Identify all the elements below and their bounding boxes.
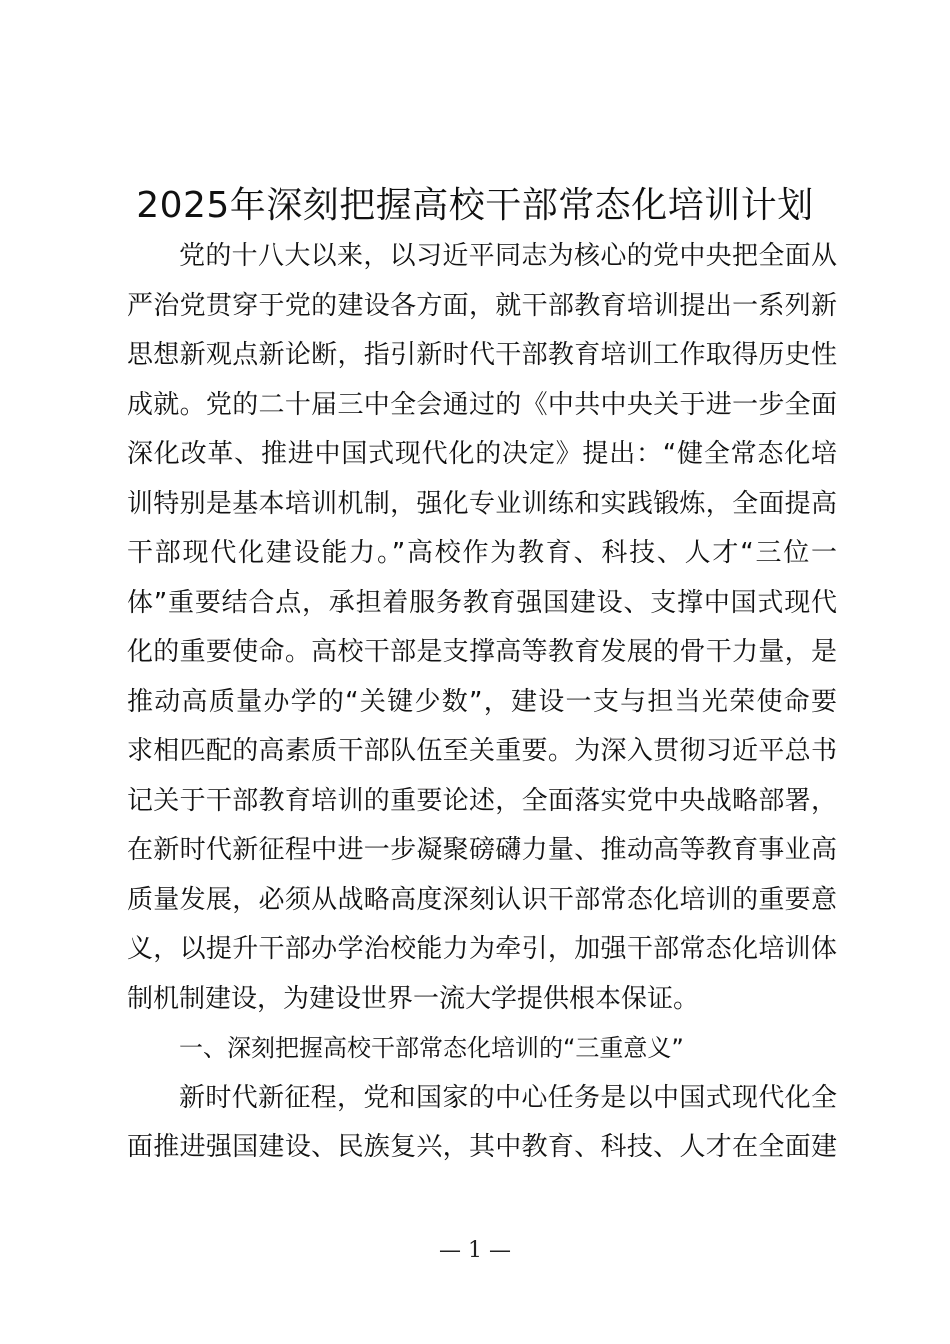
paragraph-line: 义，以提升干部办学治校能力为牵引，加强干部常态化培训体 [127, 934, 837, 964]
paragraph-line: 在新时代新征程中进一步凝聚磅礴力量、推动高等教育事业高 [127, 835, 837, 865]
paragraph-line: 记关于干部教育培训的重要论述，全面落实党中央战略部署， [127, 785, 837, 816]
page-number: — 1 — [439, 1238, 511, 1263]
document-title: 2025年深刻把握高校干部常态化培训计划 [136, 185, 814, 226]
section-heading: 一、深刻把握高校干部常态化培训的“三重意义” [179, 1034, 684, 1062]
paragraph-line: 思想新观点新论断，指引新时代干部教育培训工作取得历史性 [127, 340, 837, 370]
paragraph-line: 党的十八大以来，以习近平同志为核心的党中央把全面从 [179, 241, 837, 271]
paragraph-line: 体”重要结合点，承担着服务教育强国建设、支撑中国式现代 [127, 587, 837, 618]
paragraph-line: 深化改革、推进中国式现代化的决定》提出：“健全常态化培 [127, 439, 837, 469]
paragraph-line: 求相匹配的高素质干部队伍至关重要。为深入贯彻习近平总书 [127, 736, 837, 766]
paragraph-line: 化的重要使命。高校干部是支撑高等教育发展的骨干力量，是 [127, 637, 837, 667]
paragraph-line: 训特别是基本培训机制，强化专业训练和实践锻炼，全面提高 [127, 488, 837, 519]
paragraph-line: 严治党贯穿于党的建设各方面，就干部教育培训提出一系列新 [127, 290, 837, 321]
paragraph-line: 面推进强国建设、民族复兴，其中教育、科技、人才在全面建 [127, 1132, 837, 1162]
paragraph-line: 制机制建设，为建设世界一流大学提供根本保证。 [127, 983, 700, 1014]
paragraph-line: 成就。党的二十届三中全会通过的《中共中央关于进一步全面 [127, 389, 837, 420]
paragraph-line: 推动高质量办学的“关键少数”，建设一支与担当光荣使命要 [127, 686, 837, 717]
paragraph-line: 干部现代化建设能力。”高校作为教育、科技、人才“三位一 [127, 538, 837, 568]
document-body [127, 232, 837, 1173]
paragraph-line: 质量发展，必须从战略高度深刻认识干部常态化培训的重要意 [127, 884, 837, 915]
paragraph-line: 新时代新征程，党和国家的中心任务是以中国式现代化全 [179, 1082, 837, 1113]
